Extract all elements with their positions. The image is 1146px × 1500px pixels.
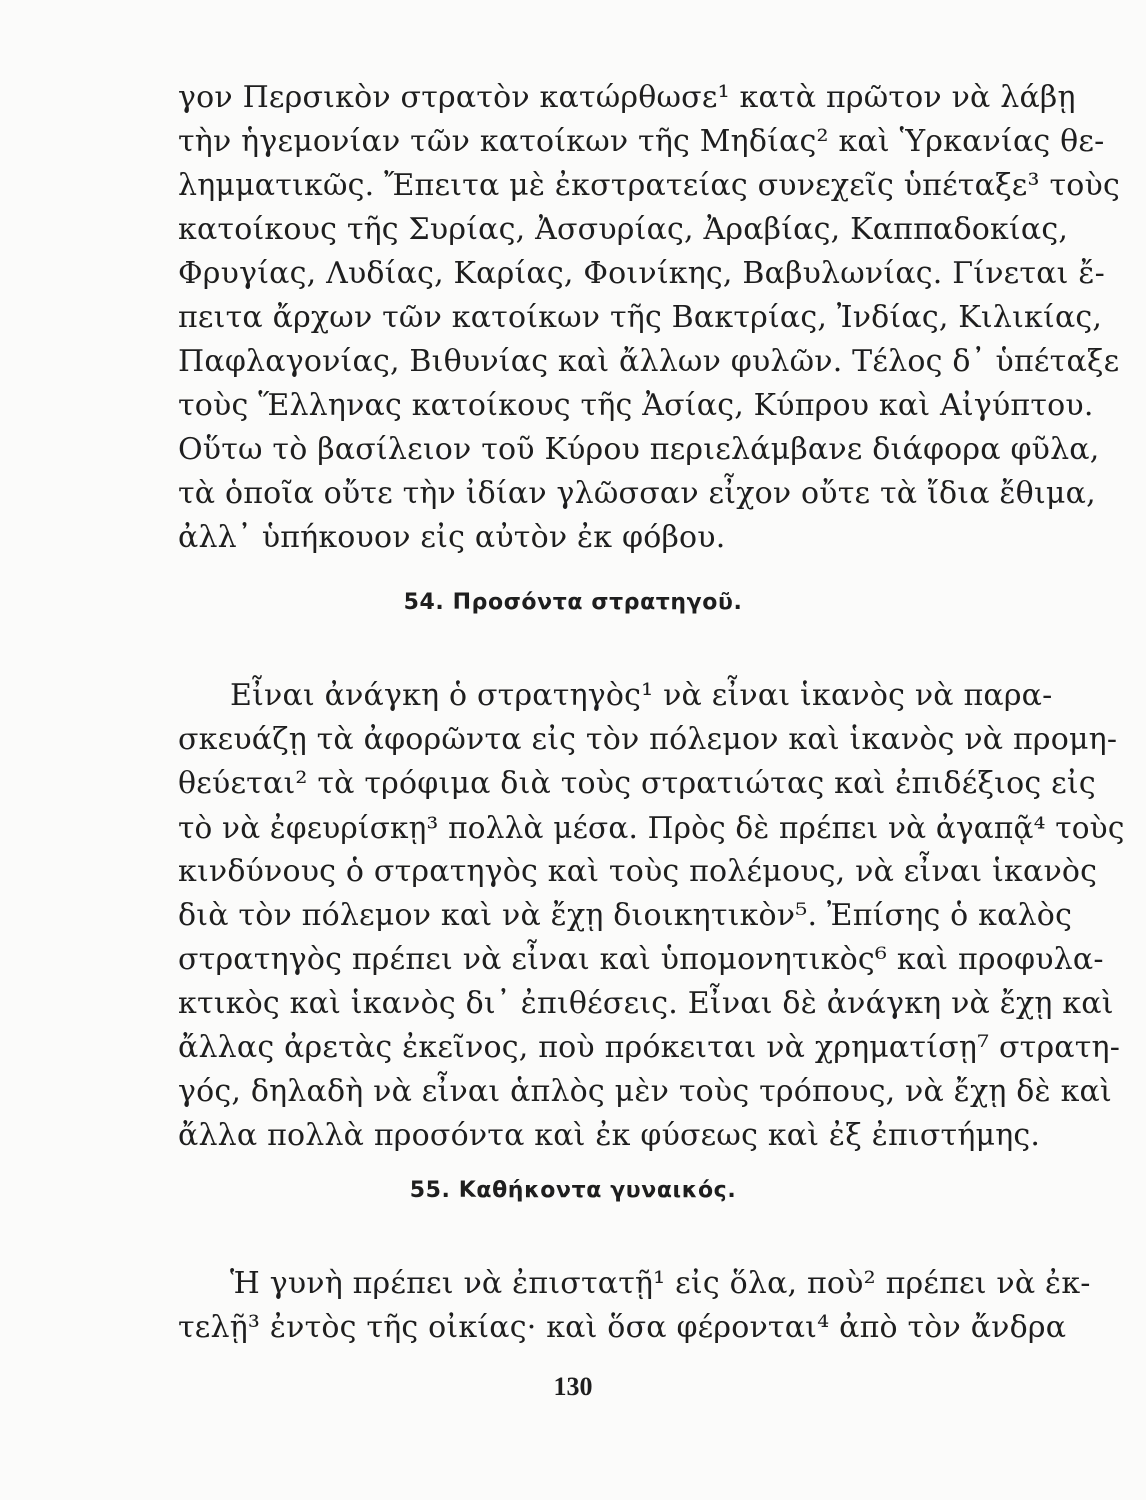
text-line: τοὺς Ἕλληνας κατοίκους τῆς Ἀσίας, Κύπρου καὶ Αἰγύπτου. [178,388,1094,423]
text-line: τὸ νὰ ἐφευρίσκῃ³ πολλὰ μέσα. Πρὸς δὲ πρέπει νὰ ἀγαπᾷ⁴ τοὺς [178,811,1125,845]
text-line: λημματικῶς. Ἔπειτα μὲ ἐκστρατείας συνεχεῖς ὑπέταξε³ τοὺς [178,168,1120,203]
text-line: κατοίκους τῆς Συρίας, Ἀσσυρίας, Ἀραβίας, Καππαδοκίας, [178,212,1069,247]
text-line: ἄλλα πολλὰ προσόντα καὶ ἐκ φύσεως καὶ ἐξ ἐπιστήμης. [178,1118,1041,1153]
text-line: στρατηγὸς πρέπει νὰ εἶναι καὶ ὑπομονητικὸς⁶ καὶ προφυλα- [178,942,1104,977]
text-line: γον Περσικὸν στρατὸν κατώρθωσε¹ κατὰ πρῶτον νὰ λάβῃ [178,80,1076,115]
text-line: Εἶναι ἀνάγκη ὁ στρατηγὸς¹ νὰ εἶναι ἱκανὸς νὰ παρα- [230,678,1053,713]
text-line: Ἡ γυνὴ πρέπει νὰ ἐπιστατῇ¹ εἰς ὅλα, ποὺ² πρέπει νὰ ἐκ- [230,1266,1091,1301]
text-line: ἀλλ᾿ ὑπήκουον εἰς αὐτὸν ἐκ φόβου. [178,520,726,555]
text-line: τὴν ἡγεμονίαν τῶν κατοίκων τῆς Μηδίας² καὶ Ὑρκανίας θε- [178,124,1105,159]
section-heading-55: 55. Καθήκοντα γυναικός. [409,1178,737,1203]
text-line: κινδύνους ὁ στρατηγὸς καὶ τοὺς πολέμους, νὰ εἶναι ἱκανὸς [178,854,1098,889]
text-line: τελῇ³ ἐντὸς τῆς οἰκίας· καὶ ὅσα φέρονται⁴ ἀπὸ τὸν ἄνδρα [178,1310,1067,1345]
text-line: Οὕτω τὸ βασίλειον τοῦ Κύρου περιελάμβανε διάφορα φῦλα, [178,432,1100,467]
text-line: Παφλαγονίας, Βιθυνίας καὶ ἄλλων φυλῶν. Τέλος δ᾿ ὑπέταξε [178,344,1120,379]
text-line: διὰ τὸν πόλεμον καὶ νὰ ἔχῃ διοικητικὸν⁵. Ἐπίσης ὁ καλὸς [178,898,1073,933]
text-line: πειτα ἄρχων τῶν κατοίκων τῆς Βακτρίας, Ἰνδίας, Κιλικίας, [178,300,1103,335]
text-line: ἄλλας ἀρετὰς ἐκεῖνος, ποὺ πρόκειται νὰ χρηματίσῃ⁷ στρατη- [178,1030,1121,1065]
page-number: 130 [553,1372,593,1401]
text-line: κτικὸς καὶ ἱκανὸς δι᾿ ἐπιθέσεις. Εἶναι δὲ ἀνάγκη νὰ ἔχῃ καὶ [178,986,1114,1021]
text-line: τὰ ὁποῖα οὔτε τὴν ἰδίαν γλῶσσαν εἶχον οὔτε τὰ ἴδια ἔθιμα, [178,476,1096,511]
text-line: Φρυγίας, Λυδίας, Καρίας, Φοινίκης, Βαβυλωνίας. Γίνεται ἔ- [178,256,1106,291]
section-heading-54: 54. Προσόντα στρατηγοῦ. [403,590,743,615]
text-line: γός, δηλαδὴ νὰ εἶναι ἁπλὸς μὲν τοὺς τρόπους, νὰ ἔχῃ δὲ καὶ [178,1074,1112,1109]
text-line: θεύεται² τὰ τρόφιμα διὰ τοὺς στρατιώτας καὶ ἐπιδέξιος εἰς [178,766,1096,801]
text-line: σκευάζῃ τὰ ἀφορῶντα εἰς τὸν πόλεμον καὶ ἱκανὸς νὰ προμη- [178,722,1118,757]
